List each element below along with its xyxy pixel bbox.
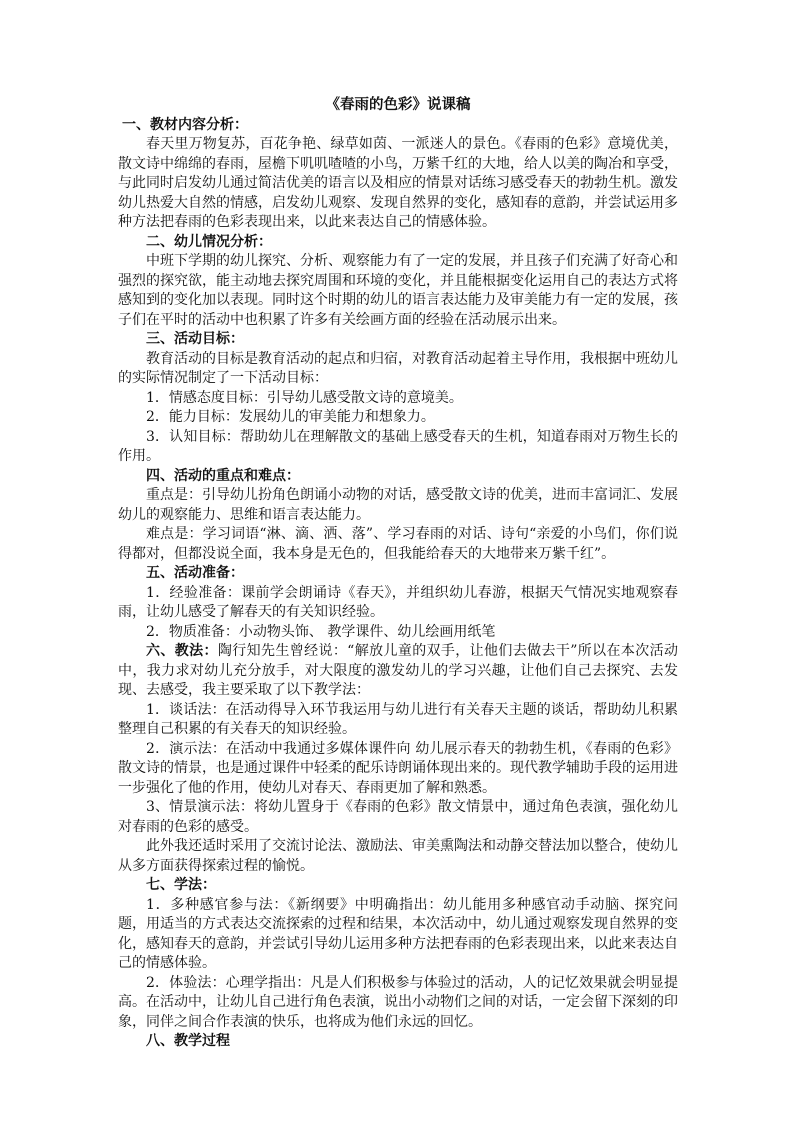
section-heading-5: 五、活动准备： [146,565,244,581]
section-1-paragraph: 春天里万物复苏，百花争艳、绿草如茵、一派迷人的景色。《春雨的色彩》意境优美，散文诗中绵绵的春雨，屋檐下叽叽喳喳的小鸟，万紫千红的大地，给人以美的陶冶和享受，与此同时启发幼儿通过简洁优美的语言以及相应的情景对话练习感受春天的勃勃生机。激发幼儿热爱大自然的情感，启发幼儿观察、发现自然界的变化，感知春的意韵，并尝试运用多种方法把春雨的色彩表现出来，以此来表达自己的情感体验。 [118,136,678,230]
section-3-paragraph: 教育活动的目标是教育活动的起点和归宿，对教育活动起着主导作用，我根据中班幼儿的实际情况制定了一下活动目标： [118,350,678,386]
page-title: 《春雨的色彩》说课稿 [325,97,471,113]
method-summary: 此外我还适时采用了交流讨论法、激励法、审美熏陶法和动静交替法加以整合，使幼儿从多方面获得探索过程的愉悦。 [118,838,678,874]
method-item-3: 3、情景演示法：将幼儿置身于《春雨的色彩》散文情景中，通过角色表演，强化幼儿对春雨的色彩的感受。 [118,799,678,835]
section-6-lead: 陶行知先生曾经说：“解放儿童的双手，让他们去做去干”所以在本次活动中，我力求对幼儿充分放手，对大限度的激发幼儿的学习兴趣，让他们自己去探究、去发现、去感受，我主要采取了以下教学法： [118,643,678,698]
document-page [118,96,678,1052]
section-heading-3: 三、活动目标： [146,331,244,347]
section-heading-1: 一、教材内容分析： [122,116,248,133]
preparation-item-2: 2．物质准备：小动物头饰、 教学课件、幼儿绘画用纸笔 [146,623,496,640]
section-heading-4: 四、活动的重点和难点： [146,467,300,484]
preparation-item-1: 1．经验准备：课前学会朗诵诗《春天》，并组织幼儿春游，根据天气情况实地观察春雨，让幼儿感受了解春天的有关知识经验。 [118,584,678,620]
difficulty-paragraph: 难点是：学习词语“淋、滴、洒、落”、学习春雨的对话、诗句“亲爱的小鸟们，你们说得都对，但都没说全面，我本身是无色的，但我能给春天的大地带来万紫千红”。 [118,526,678,562]
section-2-paragraph: 中班下学期的幼儿探究、分析、观察能力有了一定的发展，并且孩子们充满了好奇心和强烈的探究欲，能主动地去探究周围和环境的变化，并且能根据变化运用自己的表达方式将感知到的变化加以表现。同时这个时期的幼儿的语言表达能力及审美能力有一定的发展，孩子们在平时的活动中也积累了许多有关绘画方面的经验在活动展示出来。 [118,253,678,328]
method-item-2: 2．演示法：在活动中我通过多媒体课件向 幼儿展示春天的勃勃生机，《春雨的色彩》散文诗的情景，也是通过课件中轻柔的配乐诗朗诵体现出来的。现代教学辅助手段的运用进一步强化了他的作用，使幼儿对春天、春雨更加了解和熟悉。 [118,740,678,796]
goal-item-2: 2．能力目标：发展幼儿的审美能力和想象力。 [146,409,435,425]
goal-item-3: 3．认知目标：帮助幼儿在理解散文的基础上感受春天的生机，知道春雨对万物生长的作用。 [118,428,678,464]
learning-method-1: 1．多种感官参与法：《新纲要》中明确指出：幼儿能用多种感官动手动脑、探究问题，用适当的方式表达交流探索的过程和结果，本次活动中，幼儿通过观察发现自然界的变化，感知春天的意韵，并尝试引导幼儿运用多种方法把春雨的色彩表现出来，以此来表达自己的情感体验。 [118,896,678,971]
section-heading-2: 二、幼儿情况分析： [146,233,272,250]
method-item-1: 1．谈话法：在活动得导入环节我运用与幼儿进行有关春天主题的谈话，帮助幼儿积累整理自己积累的有关春天的知识经验。 [118,701,678,737]
section-heading-8: 八、教学过程 [146,1033,230,1049]
goal-item-1: 1．情感态度目标：引导幼儿感受散文诗的意境美。 [146,389,463,406]
section-6-paragraph [118,642,678,701]
learning-method-2: 2．体验法：心理学指出：凡是人们积极参与体验过的活动，人的记忆效果就会明显提高。在活动中，让幼儿自己进行角色表演，说出小动物们之间的对话，一定会留下深刻的印象，同伴之间合作表演的快乐，也将成为他们永远的回忆。 [118,974,678,1030]
key-point-paragraph: 重点是：引导幼儿扮角色朗诵小动物的对话，感受散文诗的优美，进而丰富词汇、发展幼儿的观察能力、思维和语言表达能力。 [118,487,678,523]
section-heading-7: 七、学法： [146,877,216,893]
section-heading-6: 六、教法： [146,643,218,659]
